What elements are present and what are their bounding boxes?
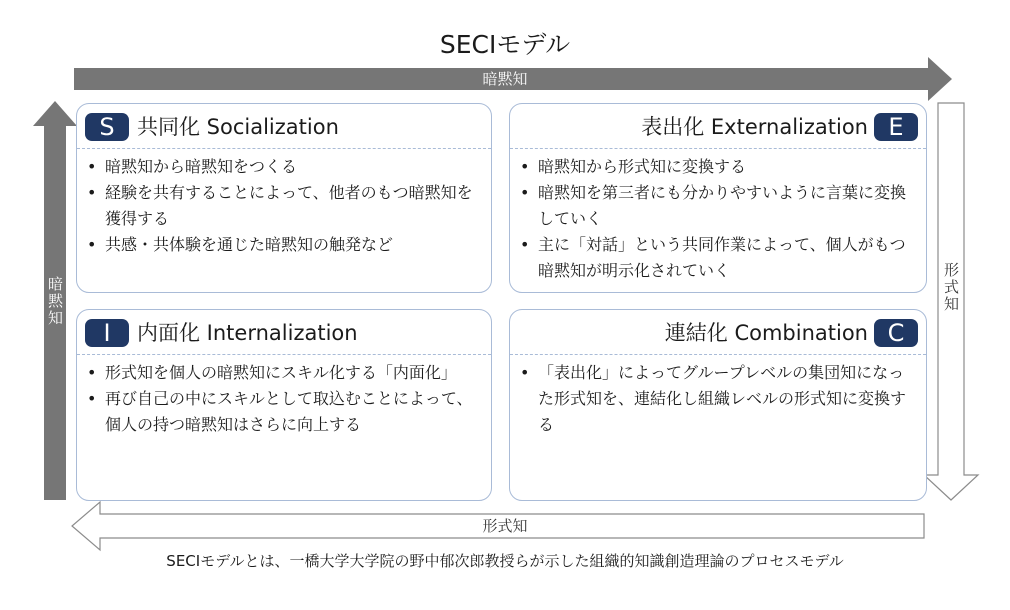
footer-caption: SECIモデルとは、一橋大学大学院の野中郁次郎教授らが示した組織的知識創造理論のプロセスモデル: [166, 552, 844, 570]
list-item: • 「表出化」によってグループレベルの集団知になった形式知を、連結化し組織レベルの形式知に変換する: [516, 360, 914, 438]
list-item: • 経験を共有することによって、他者のもつ暗黙知を獲得する: [83, 180, 479, 232]
quadrant-title: 連結化 Combination: [664, 321, 868, 345]
right-arrow-label: 形式知: [942, 262, 960, 313]
quadrant-internalization: [76, 309, 492, 501]
quadrant-list: [516, 360, 914, 438]
top-arrow-label: 暗黙知: [482, 70, 528, 88]
quadrant-combination: [509, 309, 927, 501]
quadrant-title: 共同化 Socialization: [137, 115, 339, 139]
quadrant-externalization: [509, 103, 927, 293]
quadrant-title: 表出化 Externalization: [641, 115, 868, 139]
quadrant-header: [510, 310, 926, 355]
list-item: • 主に「対話」という共同作業によって、個人がもつ暗黙知が明示化されていく: [516, 232, 914, 284]
list-item: • 暗黙知から形式知に変換する: [516, 154, 914, 180]
list-item: • 暗黙知を第三者にも分かりやすいように言葉に変換していく: [516, 180, 914, 232]
quadrant-list: [83, 154, 479, 258]
quadrant-title: 内面化 Internalization: [137, 321, 358, 345]
letter-badge-e: E: [874, 113, 918, 141]
list-item: • 共感・共体験を通じた暗黙知の触発など: [83, 232, 479, 258]
quadrant-header: [77, 310, 491, 355]
quadrant-socialization: [76, 103, 492, 293]
quadrant-header: [510, 104, 926, 149]
list-item: • 形式知を個人の暗黙知にスキル化する「内面化」: [83, 360, 479, 386]
letter-badge-c: C: [874, 319, 918, 347]
list-item: • 再び自己の中にスキルとして取込むことによって、個人の持つ暗黙知はさらに向上する: [83, 386, 479, 438]
left-arrow-label: 暗黙知: [46, 276, 64, 327]
page-title: SECIモデル: [439, 30, 571, 59]
quadrant-list: [83, 360, 479, 438]
quadrant-list: [516, 154, 914, 284]
list-item: • 暗黙知から暗黙知をつくる: [83, 154, 479, 180]
letter-badge-s: S: [85, 113, 129, 141]
letter-badge-i: I: [85, 319, 129, 347]
quadrant-header: [77, 104, 491, 149]
bottom-arrow-label: 形式知: [482, 517, 528, 535]
